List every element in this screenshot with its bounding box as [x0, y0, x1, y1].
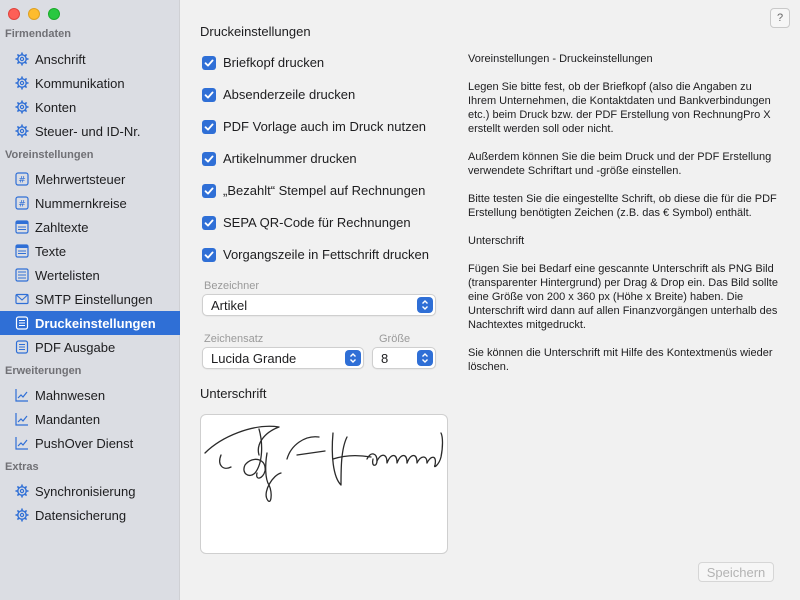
sidebar-item-anschrift[interactable] — [0, 47, 180, 71]
gear-icon — [14, 100, 29, 115]
text-list-icon — [14, 244, 29, 259]
sidebar-item-label: Datensicherung — [35, 507, 127, 523]
checkbox-label: PDF Vorlage auch im Druck nutzen — [223, 119, 427, 134]
sidebar-item-label: SMTP Einstellungen — [35, 291, 153, 307]
chevron-updown-icon — [417, 297, 433, 313]
checkmark-icon — [202, 248, 216, 262]
help-paragraph: Fügen Sie bei Bedarf eine gescannte Unterschrift als PNG Bild (transparenter Hintergrund) per Drag & Drop ein. Das Bild sollte eine Größe von 200 x 360 px (Höhe x Breite) haben. Die Unterschrift wird dann auf allen Finanzvorgängen unterhalb des Nachtextes mitgedruckt. — [468, 263, 778, 331]
groesse-select[interactable] — [372, 347, 436, 369]
zeichensatz-value: Lucida Grande — [211, 350, 297, 366]
checkbox-label: SEPA QR-Code für Rechnungen — [223, 215, 411, 230]
help-button[interactable]: ? — [770, 8, 790, 28]
sidebar-item-label: Wertelisten — [35, 267, 100, 283]
checkbox-sepa-qr[interactable] — [202, 215, 411, 230]
sidebar-item-label: Mahnwesen — [35, 387, 106, 403]
bezeichner-value: Artikel — [211, 297, 248, 313]
sidebar-item-label: Texte — [35, 243, 67, 259]
zoom-window-button[interactable] — [48, 8, 60, 20]
checkbox-bezahlt-stempel[interactable] — [202, 183, 425, 198]
sidebar-item-label: PushOver Dienst — [35, 435, 134, 451]
chevron-updown-icon — [345, 350, 361, 366]
sidebar-item-steuer-id[interactable] — [0, 119, 180, 143]
sidebar-item-konten[interactable] — [0, 95, 180, 119]
sidebar-item-mandanten[interactable] — [0, 407, 180, 431]
sidebar-item-smtp[interactable] — [0, 287, 180, 311]
checkbox-pdf-vorlage[interactable] — [202, 119, 426, 134]
gear-icon — [14, 52, 29, 67]
bezeichner-select[interactable] — [202, 294, 436, 316]
checkbox-absenderzeile[interactable] — [202, 87, 355, 102]
help-paragraph: Sie können die Unterschrift mit Hilfe des Kontextmenüs wieder löschen. — [468, 347, 773, 373]
document-icon — [14, 340, 29, 355]
signature-image — [201, 415, 447, 553]
groesse-value: 8 — [381, 350, 389, 366]
sidebar-item-label: Kommunikation — [35, 75, 125, 91]
sidebar-section-voreinstellungen: Voreinstellungen — [5, 149, 94, 161]
text-list-icon — [14, 220, 29, 235]
sidebar-item-label: Zahltexte — [35, 219, 89, 235]
sidebar-item-mahnwesen[interactable] — [0, 383, 180, 407]
sidebar-item-label: Mehrwertsteuer — [35, 171, 126, 187]
groesse-label: Größe — [379, 333, 411, 345]
checkbox-label: Briefkopf drucken — [223, 55, 325, 70]
checkbox-label: Absenderzeile drucken — [223, 87, 356, 102]
zeichensatz-select[interactable] — [202, 347, 364, 369]
checkmark-icon — [202, 152, 216, 166]
help-heading: Voreinstellungen - Druckeinstellungen — [468, 53, 653, 65]
signature-label: Unterschrift — [200, 386, 267, 401]
help-paragraph: Bitte testen Sie die eingestellte Schrift, ob diese die für die PDF Erstellung benötigten Zeichen (z.B. das € Symbol) enthält. — [468, 193, 777, 219]
svg-text:#: # — [17, 199, 26, 210]
chart-icon — [14, 412, 29, 427]
sidebar-item-datensicherung[interactable] — [0, 503, 180, 527]
hash-icon — [14, 172, 29, 187]
chart-icon — [14, 388, 29, 403]
sidebar-item-synchronisierung[interactable] — [0, 479, 180, 503]
checkbox-label: „Bezahlt“ Stempel auf Rechnungen — [223, 183, 426, 198]
checkbox-label: Artikelnummer drucken — [223, 151, 357, 166]
checkmark-icon — [202, 88, 216, 102]
sidebar-item-texte[interactable] — [0, 239, 180, 263]
sidebar-item-label: PDF Ausgabe — [35, 339, 116, 355]
sidebar-section-firmendaten: Firmendaten — [5, 28, 72, 40]
sidebar-item-label: Konten — [35, 99, 77, 115]
sidebar-item-label: Synchronisierung — [35, 483, 136, 499]
sidebar-item-wertelisten[interactable] — [0, 263, 180, 287]
sidebar-item-label: Mandanten — [35, 411, 101, 427]
checkbox-artikelnummer[interactable] — [202, 151, 357, 166]
envelope-icon — [14, 292, 29, 307]
sidebar-item-mehrwertsteuer[interactable] — [0, 167, 180, 191]
help-paragraph: Legen Sie bitte fest, ob der Briefkopf (also die Angaben zu Ihrem Unternehmen, die Kontaktdaten und Bankverbindungen etc.) beim Druck bzw. der PDF Erstellung von RechnungPro X erstellt werden soll oder nicht. — [468, 81, 771, 135]
bezeichner-label: Bezeichner — [204, 280, 260, 292]
sidebar-item-pdf-ausgabe[interactable] — [0, 335, 180, 359]
document-icon — [14, 316, 29, 331]
checkmark-icon — [202, 184, 216, 198]
gear-icon — [14, 124, 29, 139]
sidebar-item-label: Nummernkreise — [35, 195, 127, 211]
checkmark-icon — [202, 120, 216, 134]
window-controls — [8, 8, 60, 20]
sidebar-item-druckeinstellungen[interactable] — [0, 311, 180, 335]
checkmark-icon — [202, 56, 216, 70]
help-subheading: Unterschrift — [468, 235, 525, 247]
sidebar-item-label: Druckeinstellungen — [35, 315, 156, 331]
sidebar-item-label: Anschrift — [35, 51, 86, 67]
gear-icon — [14, 508, 29, 523]
page-title: Druckeinstellungen — [200, 24, 311, 39]
checkbox-label: Vorgangszeile in Fettschrift drucken — [223, 247, 429, 262]
signature-drop-area[interactable] — [200, 414, 448, 554]
sidebar-section-extras: Extras — [5, 461, 39, 473]
zeichensatz-label: Zeichensatz — [204, 333, 264, 345]
svg-text:#: # — [17, 175, 26, 186]
hash-icon — [14, 196, 29, 211]
sidebar-item-kommunikation[interactable] — [0, 71, 180, 95]
sidebar-item-nummernkreise[interactable] — [0, 191, 180, 215]
save-button[interactable]: Speichern — [698, 562, 774, 582]
sidebar-item-pushover[interactable] — [0, 431, 180, 455]
chart-icon — [14, 436, 29, 451]
sidebar-section-erweiterungen: Erweiterungen — [5, 365, 82, 377]
gear-icon — [14, 76, 29, 91]
checkbox-vorgangszeile-fett[interactable] — [202, 247, 429, 262]
sidebar-item-zahltexte[interactable] — [0, 215, 180, 239]
sidebar-item-label: Steuer- und ID-Nr. — [35, 123, 141, 139]
help-paragraph: Außerdem können Sie die beim Druck und der PDF Erstellung verwendete Schriftart und -größe einstellen. — [468, 151, 772, 177]
chevron-updown-icon — [417, 350, 433, 366]
text-list-icon — [14, 268, 29, 283]
minimize-window-button[interactable] — [28, 8, 40, 20]
gear-icon — [14, 484, 29, 499]
checkmark-icon — [202, 216, 216, 230]
checkbox-briefkopf[interactable] — [202, 55, 324, 70]
sidebar — [0, 0, 180, 600]
help-text-panel — [468, 52, 780, 388]
close-window-button[interactable] — [8, 8, 20, 20]
